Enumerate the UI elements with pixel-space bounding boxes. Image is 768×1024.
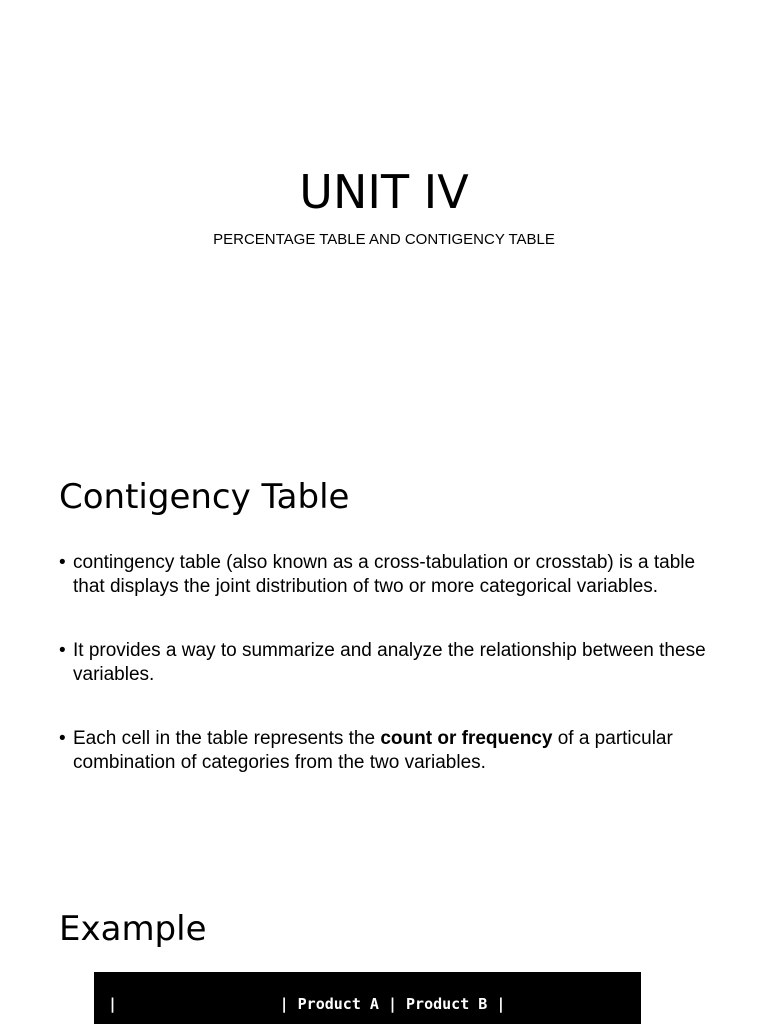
slide-title-subtitle: PERCENTAGE TABLE AND CONTIGENCY TABLE bbox=[213, 231, 555, 248]
example-code-block bbox=[94, 972, 641, 1024]
slide-title-heading: UNIT IV bbox=[299, 165, 469, 219]
section-heading: Example bbox=[59, 909, 207, 949]
section-heading: Contigency Table bbox=[59, 477, 350, 517]
bullet-item bbox=[59, 551, 709, 599]
slide-contingency bbox=[0, 432, 768, 864]
bullet-list bbox=[59, 551, 709, 775]
slide-example bbox=[0, 864, 768, 1024]
bullet-item bbox=[59, 727, 709, 775]
bullet-text-after: of a particular combination of categories from the two variables. bbox=[73, 728, 673, 773]
bullet-text-bold: count or frequency bbox=[380, 728, 553, 749]
bullet-text: contingency table (also known as a cross-tabulation or crosstab) is a table that displays the joint distribution of two or more categorical variables. bbox=[73, 552, 696, 597]
bullet-text: It provides a way to summarize and analyze the relationship between these variables. bbox=[73, 640, 706, 685]
slide-title bbox=[0, 0, 768, 432]
bullet-text-before: Each cell in the table represents the bbox=[73, 728, 381, 749]
bullet-item bbox=[59, 639, 709, 687]
table-header-line: | | Product A | Product B | bbox=[108, 995, 506, 1013]
